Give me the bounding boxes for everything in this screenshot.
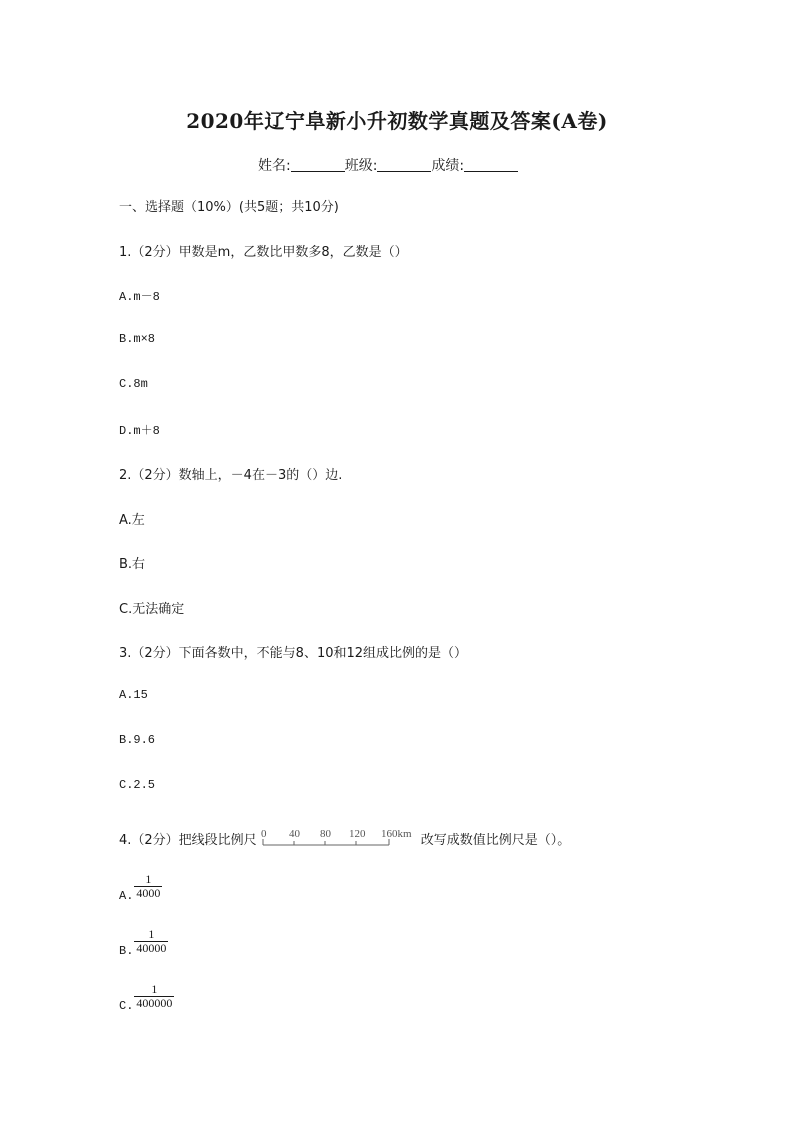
fraction-numerator: 1 xyxy=(145,872,152,886)
class-blank xyxy=(377,157,431,172)
class-label: 班级: xyxy=(344,158,378,174)
fraction-1-40000 xyxy=(134,928,168,955)
question-1-option-d: D.m＋8 xyxy=(119,424,160,438)
fraction-denominator: 4000 xyxy=(136,886,161,900)
question-4-text-before: 4.（2分）把线段比例尺 xyxy=(119,833,257,848)
scale-bar-graphic xyxy=(259,828,419,850)
name-label: 姓名: xyxy=(258,158,291,174)
scale-label-0: 0 xyxy=(260,828,267,840)
scale-label-160km: 160km xyxy=(380,828,412,840)
fraction-numerator: 1 xyxy=(151,982,158,996)
fraction-denominator: 40000 xyxy=(136,941,167,955)
question-1-option-c: C.8m xyxy=(119,377,148,391)
question-2-text: 2.（2分）数轴上，－4在－3的（）边. xyxy=(119,468,343,483)
question-4-text-after: 改写成数值比例尺是（）。 xyxy=(420,833,571,848)
scale-label-80: 80 xyxy=(319,828,331,840)
question-3-option-a: A.15 xyxy=(119,688,148,702)
question-3-option-c: C.2.5 xyxy=(119,778,156,792)
fraction-1-400000 xyxy=(134,983,174,1010)
student-info-line xyxy=(258,155,518,175)
page-title: 2020年辽宁阜新小升初数学真题及答案(A卷) xyxy=(186,109,608,133)
option-letter: B. xyxy=(119,943,134,958)
fraction-denominator: 400000 xyxy=(136,996,173,1010)
line-scale-bar xyxy=(259,828,419,850)
question-4-text xyxy=(119,828,570,850)
question-2-option-b: B.右 xyxy=(119,557,146,572)
fraction-1-4000 xyxy=(134,873,162,900)
section-heading: 一、选择题（10%）(共5题；共10分) xyxy=(119,200,339,215)
scale-label-40: 40 xyxy=(288,828,300,840)
option-letter: A. xyxy=(119,888,134,903)
score-label: 成绩: xyxy=(431,158,465,174)
question-2-option-a: A.左 xyxy=(119,513,145,528)
question-4-option-a xyxy=(119,872,162,903)
question-1-text: 1.（2分）甲数是m，乙数比甲数多8，乙数是（） xyxy=(119,245,408,260)
name-blank xyxy=(291,157,345,172)
option-letter: C. xyxy=(119,998,134,1013)
question-4-option-b xyxy=(119,927,168,958)
question-3-text: 3.（2分）下面各数中，不能与8、10和12组成比例的是（） xyxy=(119,646,468,661)
question-3-option-b: B.9.6 xyxy=(119,733,156,747)
question-1-option-b: B.m×8 xyxy=(119,332,156,346)
question-2-option-c: C.无法确定 xyxy=(119,602,185,617)
question-4-option-c xyxy=(119,982,174,1013)
question-1-option-a: A.m－8 xyxy=(119,290,160,304)
fraction-numerator: 1 xyxy=(148,927,155,941)
score-blank xyxy=(464,157,518,172)
scale-label-120: 120 xyxy=(348,828,366,840)
